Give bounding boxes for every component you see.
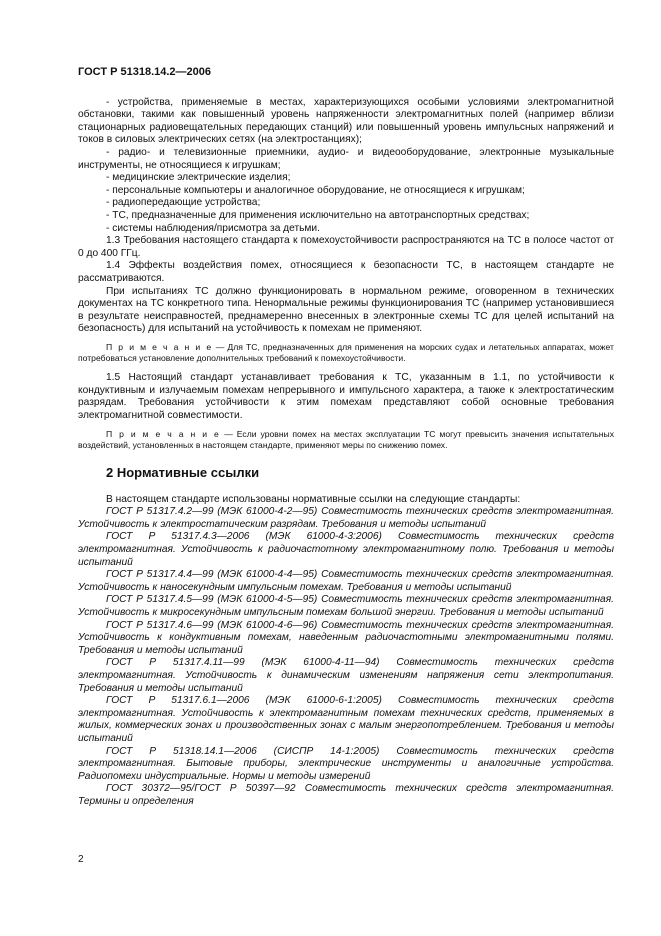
reference-item: ГОСТ Р 51317.4.6—99 (МЭК 61000-4-6—96) Совместимость технических средств электромагнитная. Устойчивость к кондуктивным помехам, наведенным радиочастотными электромагнитными полями. Требования и методы испытаний <box>78 619 614 656</box>
list-item: - радио- и телевизионные приемники, аудио- и видеооборудование, электронные музыкальные инструменты, не относящиеся к игрушкам; <box>78 146 614 171</box>
note-label: П р и м е ч а н и е <box>106 341 213 352</box>
reference-item: ГОСТ Р 51317.4.5—99 (МЭК 61000-4-5—95) Совместимость технических средств электромагнитная. Устойчивость к микросекундным импульсным помехам большой энергии. Требования и методы испытаний <box>78 594 614 618</box>
reference-item: ГОСТ Р 51317.4.4—99 (МЭК 61000-4-4—95) Совместимость технических средств электромагнитная. Устойчивость к наносекундным импульсным помехам. Требования и методы испытаний <box>78 569 614 593</box>
test-conditions-paragraph: При испытаниях ТС должно функционировать в нормальном режиме, оговоренном в технических документах на ТС конкретного типа. Ненормальные режимы функционирования ТС (например установившиеся в результате неисправностей, преднамеренно внесенных в электронные схемы ТС для целей испытаний на безопасность) для испытаний на устойчивость к помехам не применяют. <box>78 285 614 335</box>
clause-1-5: 1.5 Настоящий стандарт устанавливает требования к ТС, указанным в 1.1, по устойчивости к кондуктивным и излучаемым помехам непрерывного и импульсного характера, а также к электростатическим разрядам. Требования устойчивости к этим помехам представляют собой основные требования электромагнитной совместимости. <box>78 372 614 422</box>
reference-item: ГОСТ 30372—95/ГОСТ Р 50397—92 Совместимость технических средств электромагнитная. Термины и определения <box>78 783 614 807</box>
list-item: - персональные компьютеры и аналогичное оборудование, не относящиеся к игрушкам; <box>106 184 525 196</box>
reference-item: ГОСТ Р 51317.4.2—99 (МЭК 61000-4-2—95) Совместимость технических средств электромагнитная. Устойчивость к электростатическим разрядам. Требования и методы испытаний <box>78 506 614 530</box>
note-label: П р и м е ч а н и е <box>106 428 221 439</box>
note-text: — Для ТС, предназначенных для применения на морских судах и летательных аппаратах, может потребоваться установление дополнительных требований к помехоустойчивости. <box>78 341 614 364</box>
list-item: - системы наблюдения/присмотра за детьми. <box>106 222 320 234</box>
section-intro: В настоящем стандарте использованы нормативные ссылки на следующие стандарты: <box>106 493 521 505</box>
document-header: ГОСТ Р 51318.14.2—2006 <box>78 66 212 78</box>
list-item: - радиопередающие устройства; <box>106 197 261 209</box>
reference-item: ГОСТ Р 51318.14.1—2006 (СИСПР 14-1:2005) Совместимость технических средств электромагнитная. Бытовые приборы, электрические инструменты и аналогичные устройства. Радиопомехи индустриальные. Нормы и методы измерений <box>78 745 614 782</box>
reference-list <box>78 506 614 808</box>
page-number: 2 <box>78 854 84 865</box>
clause-1-3: 1.3 Требования настоящего стандарта к помехоустойчивости распространяются на ТС в полосе частот от 0 до 400 ГГц. <box>78 235 614 259</box>
list-item: - ТС, предназначенные для применения исключительно на автотранспортных средствах; <box>106 209 530 221</box>
clause-1-4: 1.4 Эффекты воздействия помех, относящиеся к безопасности ТС, в настоящем стандарте не рассматриваются. <box>78 260 614 284</box>
note-text: — Если уровни помех на местах эксплуатации ТС могут превысить значения испытательных воздействий, установленных в настоящем стандарте, применяют меры по снижению помех. <box>78 428 614 450</box>
section-title: 2 Нормативные ссылки <box>106 465 260 481</box>
reference-item: ГОСТ Р 51317.4.3—2006 (МЭК 61000-4-3:2006) Совместимость технических средств электромагнитная. Устойчивость к радиочастотному электромагнитному полю. Требования и методы испытаний <box>78 531 614 568</box>
note-2 <box>78 429 614 451</box>
reference-item: ГОСТ Р 51317.4.11—99 (МЭК 61000-4-11—94) Совместимость технических средств электромагнитная. Устойчивость к динамическим изменениям напряжения сети электропитания. Требования и методы испытаний <box>78 657 614 694</box>
reference-item: ГОСТ Р 51317.6.1—2006 (МЭК 61000-6-1:2005) Совместимость технических средств электромагнитная. Устойчивость к электромагнитным помехам технических средств, применяемых в жилых, коммерческих зонах и производственных зонах с малым энергопотреблением. Требования и методы испытаний <box>78 695 614 744</box>
list-item: - медицинские электрические изделия; <box>106 172 291 184</box>
list-item: - устройства, применяемые в местах, характеризующихся особыми условиями электромагнитной обстановки, такими как повышенный уровень напряженности электромагнитных полей (например вблизи стационарных радиовещательных передающих станций) или повышенный уровень импульсных напряжений и токов в силовых электрических сетях (на электростанциях); <box>78 96 614 146</box>
note-1 <box>78 342 614 364</box>
scope-list <box>78 97 614 336</box>
